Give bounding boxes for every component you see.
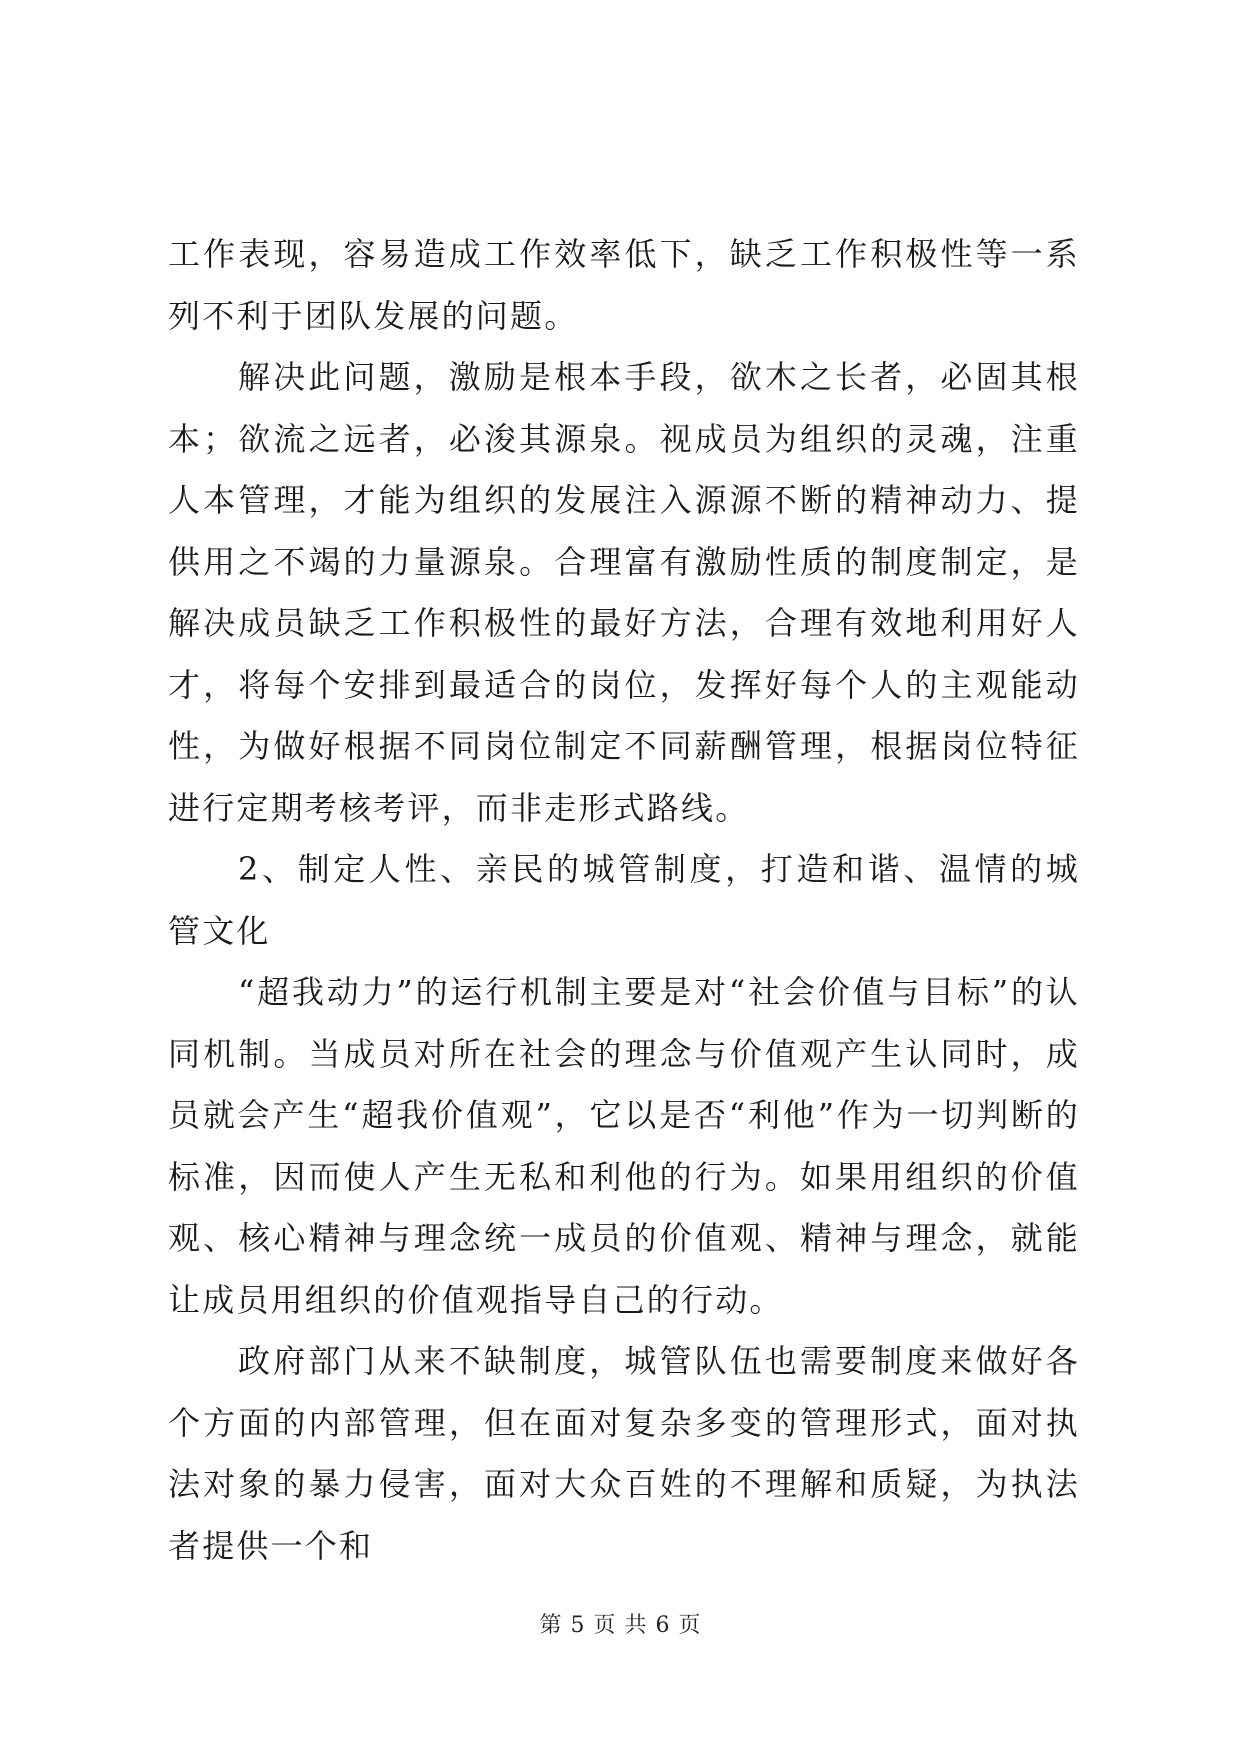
paragraph-superego: “超我动力”的运行机制主要是对“社会价值与目标”的认同机制。当成员对所在社会的理念与价值观产生认同时，成员就会产生“超我价值观”，它以是否“利他”作为一切判断的标准，因而使人产生无私和利他的行为。如果用组织的价值观、核心精神与理念统一成员的价值观、精神与理念，就能让成员用组织的价值观指导自己的行动。 (168, 973, 1080, 1319)
paragraph-continuation: 工作表现，容易造成工作效率低下，缺乏工作积极性等一系列不利于团队发展的问题。 (168, 235, 1080, 335)
document-body (168, 224, 1080, 1577)
paragraph-incentive: 解决此问题，激励是根本手段，欲木之长者，必固其根本；欲流之远者，必浚其源泉。视成员为组织的灵魂，注重人本管理，才能为组织的发展注入源源不断的精神动力、提供用之不竭的力量源泉。合理富有激励性质的制度制定，是解决成员缺乏工作积极性的最好方法，合理有效地利用好人才，将每个安排到最适合的岗位，发挥好每个人的主观能动性，为做好根据不同岗位制定不同薪酬管理，根据岗位特征进行定期考核考评，而非走形式路线。 (168, 358, 1080, 827)
page-number-footer: 第 5 页 共 6 页 (539, 1613, 702, 1638)
paragraph-government: 政府部门从来不缺制度，城管队伍也需要制度来做好各个方面的内部管理，但在面对复杂多变的管理形式，面对执法对象的暴力侵害，面对大众百姓的不理解和质疑，为执法者提供一个和 (168, 1342, 1080, 1565)
section-heading-2: 2、制定人性、亲民的城管制度，打造和谐、温情的城管文化 (168, 850, 1080, 950)
